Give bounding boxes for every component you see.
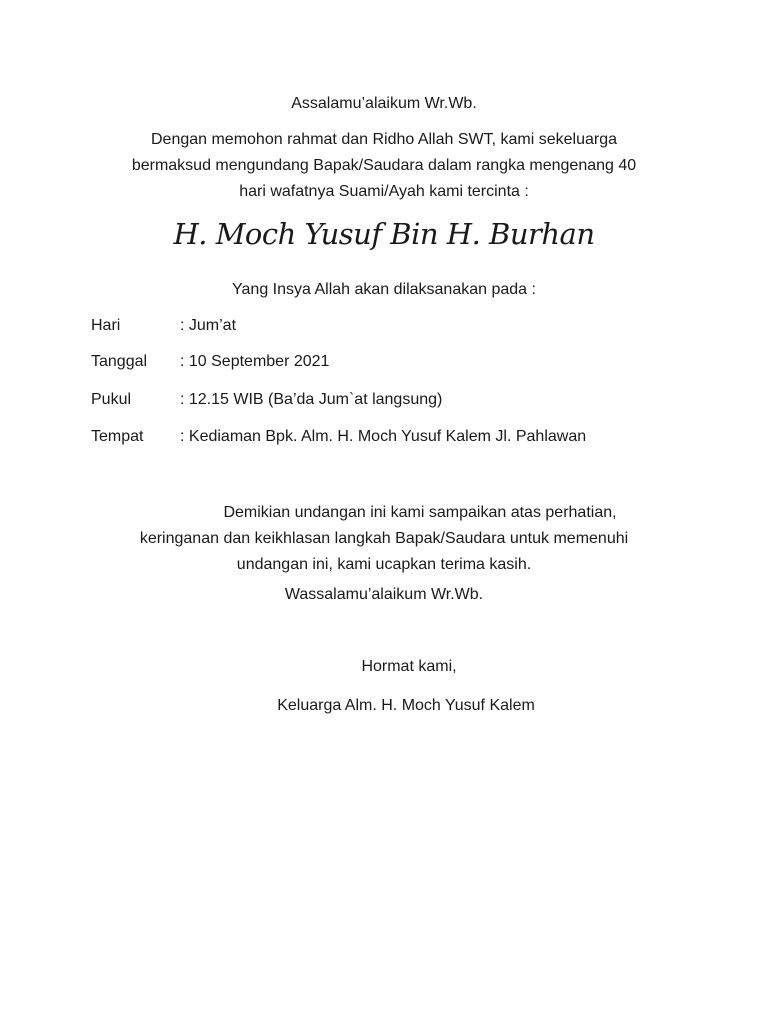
closing-line: undangan ini, kami ucapkan terima kasih. xyxy=(236,556,532,573)
detail-label: Tanggal xyxy=(91,353,148,370)
intro-line: hari wafatnya Suami/Ayah kami tercinta : xyxy=(239,183,529,200)
detail-label: Hari xyxy=(91,317,121,334)
family-signature: Keluarga Alm. H. Moch Yusuf Kalem xyxy=(277,697,535,714)
detail-value: : Kediaman Bpk. Alm. H. Moch Yusuf Kalem Jl. Pahlawan xyxy=(180,428,587,445)
regards: Hormat kami, xyxy=(361,658,457,675)
detail-value: : 10 September 2021 xyxy=(180,353,330,370)
detail-label: Tempat xyxy=(91,428,144,445)
detail-value: : 12.15 WIB (Ba’da Jum`at langsung) xyxy=(180,391,443,408)
intro-line: bermaksud mengundang Bapak/Saudara dalam rangka mengenang 40 xyxy=(131,157,637,174)
opening-greeting: Assalamu’alaikum Wr.Wb. xyxy=(291,95,477,112)
closing-line: Demikian undangan ini kami sampaikan atas perhatian, xyxy=(223,504,617,521)
intro-paragraph xyxy=(0,127,768,205)
closing-greeting: Wassalamu’alaikum Wr.Wb. xyxy=(284,586,484,603)
announcement: Yang Insya Allah akan dilaksanakan pada : xyxy=(232,281,536,298)
closing-line: keringanan dan keikhlasan langkah Bapak/Saudara untuk memenuhi xyxy=(139,530,629,547)
deceased-name: H. Moch Yusuf Bin H. Burhan xyxy=(173,217,595,251)
detail-value: : Jum’at xyxy=(180,317,237,334)
detail-label: Pukul xyxy=(91,391,132,408)
intro-line: Dengan memohon rahmat dan Ridho Allah SWT, kami sekeluarga xyxy=(150,131,618,148)
closing-paragraph xyxy=(0,500,768,578)
